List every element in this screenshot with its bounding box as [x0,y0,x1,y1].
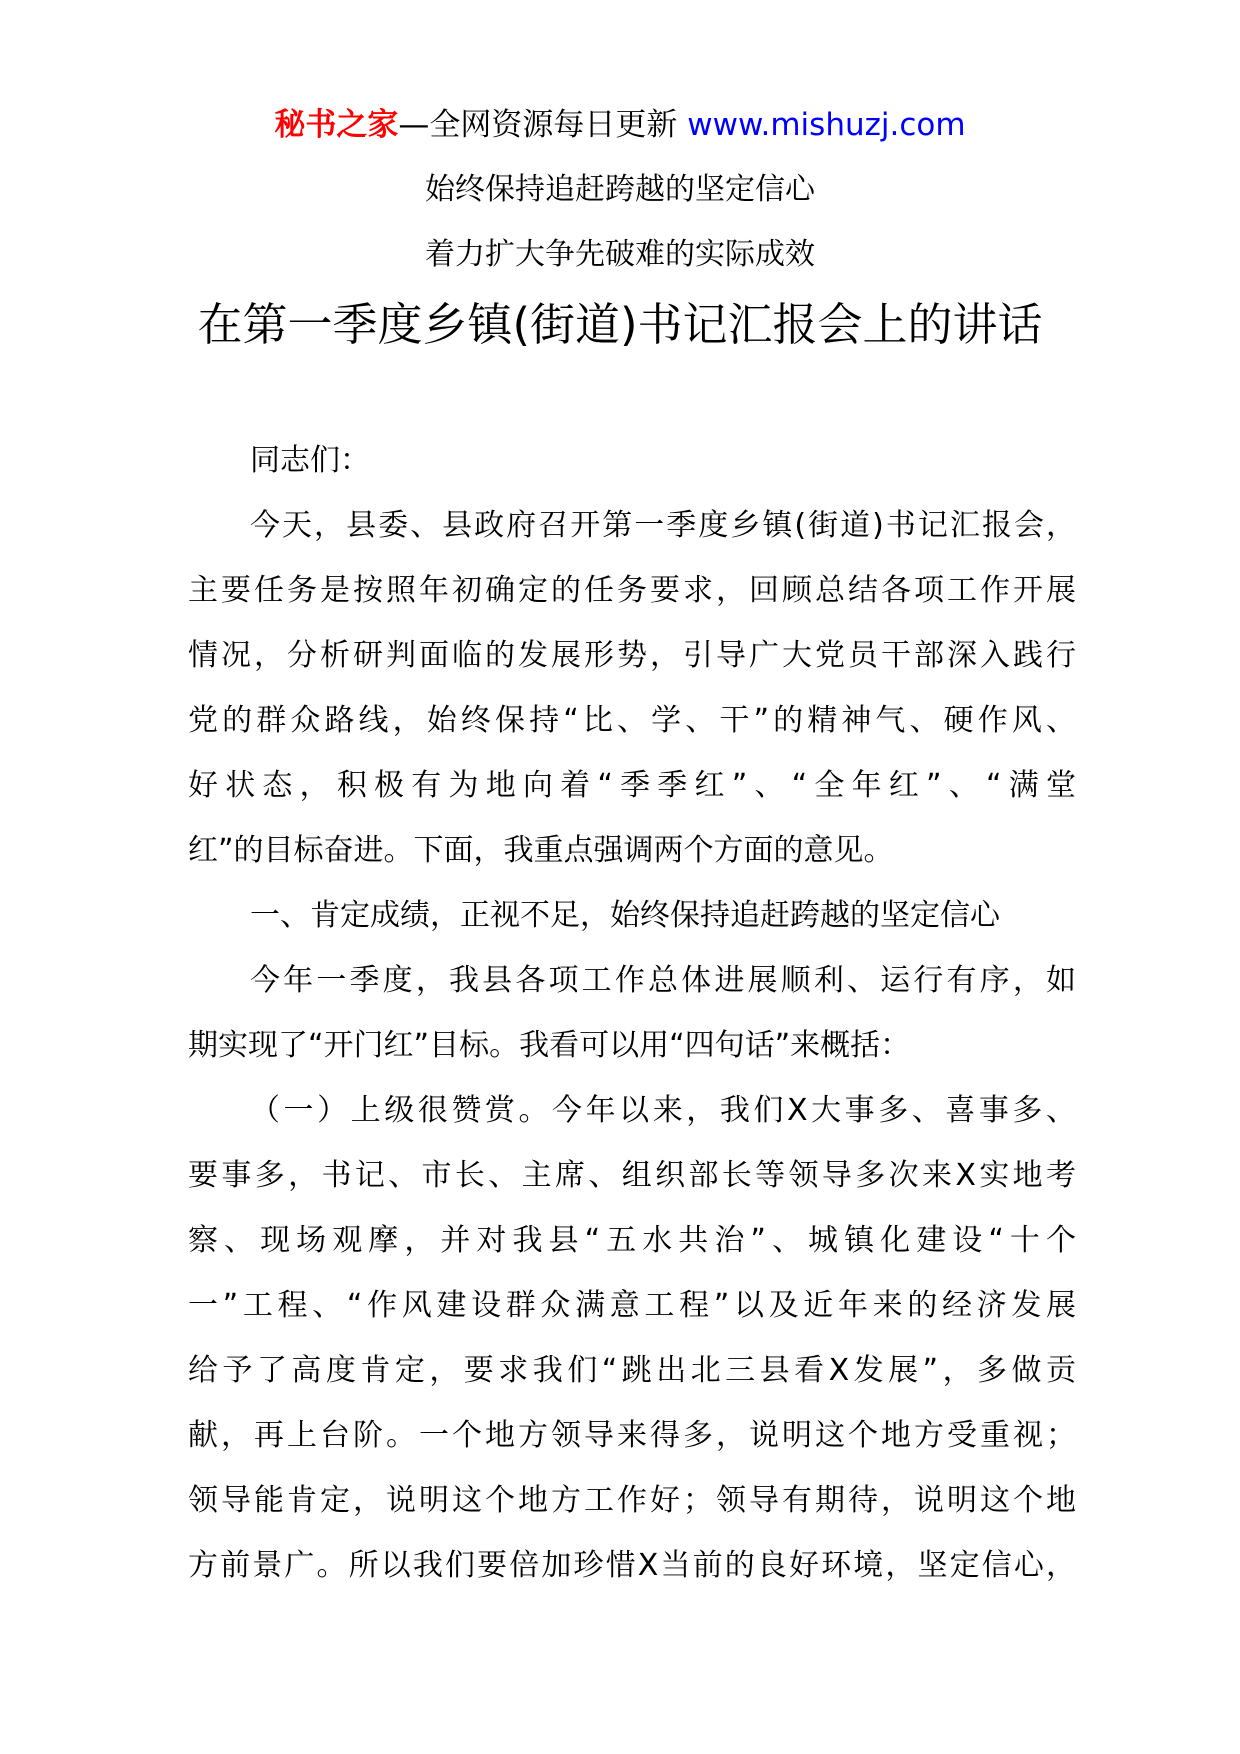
document-body [188,428,1076,1598]
site-url-link[interactable]: www.mishuzj.com [687,107,966,143]
body-line: 情况，分析研判面临的发展形势，引导广大党员干部深入践行 [188,638,1076,673]
body-line: 党的群众路线，始终保持“比、学、干”的精神气、硬作风、 [188,703,1076,738]
header-slogan: —全网资源每日更新 [398,107,688,143]
body-line: 察、现场观摩，并对我县“五水共治”、城镇化建设“十个 [188,1223,1076,1258]
body-line: 红”的目标奋进。下面，我重点强调两个方面的意见。 [188,833,894,868]
section-heading: 一、肯定成绩，正视不足，始终保持追赶跨越的坚定信心 [250,898,1000,933]
body-line: 一”工程、“作风建设群众满意工程”以及近年来的经济发展 [188,1288,1076,1323]
body-line: 期实现了“开门红”目标。我看可以用“四句话”来概括： [188,1028,911,1063]
brand-name: 秘书之家 [274,107,399,143]
document-title: 在第一季度乡镇(街道)书记汇报会上的讲话 [197,298,1043,351]
body-line: 主要任务是按照年初确定的任务要求，回顾总结各项工作开展 [188,573,1076,608]
watermark-header [0,100,1240,150]
subsection-line: （一）上级很赞赏。今年以来，我们X大事多、喜事多、 [250,1093,1076,1128]
body-line: 今天，县委、县政府召开第一季度乡镇(街道)书记汇报会， [250,508,1076,543]
body-line: 方前景广。所以我们要倍加珍惜X当前的良好环境，坚定信心， [188,1548,1076,1583]
body-line: 今年一季度，我县各项工作总体进展顺利、运行有序，如 [250,963,1076,998]
body-line: 好状态，积极有为地向着“季季红”、“全年红”、“满堂 [188,768,1076,803]
salutation: 同志们： [250,443,370,478]
body-line: 要事多，书记、市长、主席、组织部长等领导多次来X实地考 [188,1158,1076,1193]
subtitle-secondary: 着力扩大争先破难的实际成效 [425,237,815,272]
subtitle-primary: 始终保持追赶跨越的坚定信心 [425,172,815,207]
body-line: 献，再上台阶。一个地方领导来得多，说明这个地方受重视； [188,1418,1076,1453]
body-line: 领导能肯定，说明这个地方工作好；领导有期待，说明这个地 [188,1483,1076,1518]
body-line: 给予了高度肯定，要求我们“跳出北三县看X发展”，多做贡 [188,1353,1076,1388]
